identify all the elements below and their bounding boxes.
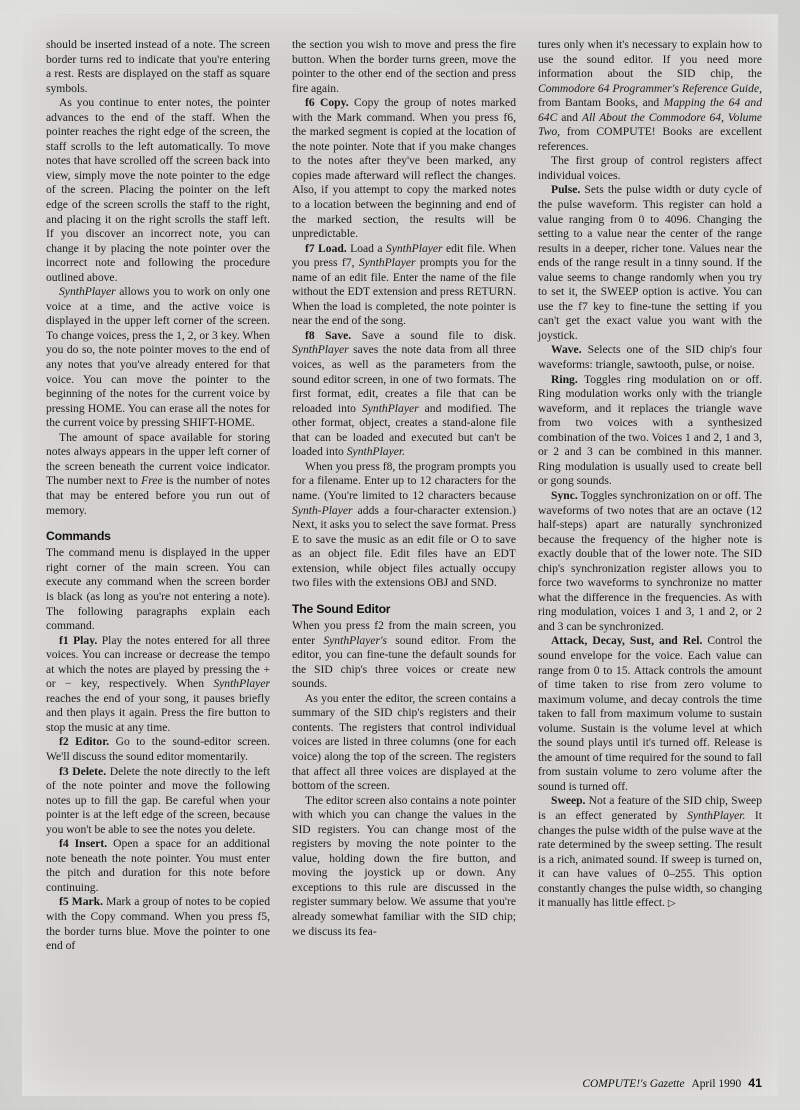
body-paragraph: When you press f2 from the main screen, you enter SynthPlayer's sound editor. From the editor, you can fine-tune the default sounds for the SID chip's three voices or create new sounds. [292, 619, 516, 691]
body-paragraph: Ring. Toggles ring modulation on or off. Ring modulation works only with the triangle waveform, and it replaces the triangle wave from two voices with a synthesized combination of the two. Voices 1 and 2, 1 and 3, or 2 and 3 can be combined in this manner. Ring modulation is usually used to create bell or gong sounds. [538, 372, 763, 488]
body-paragraph: When you press f8, the program prompts you for a filename. Enter up to 12 characters for the name. (You're limited to 12 characters because Synth-Player adds a four-character extension.) Next, it asks you to select the save format. Press E to save the music as an edit file or O to save as an object file. Edit files have an EDT extension, while object files actually occupy two files with the extensions OBJ and SND. [292, 459, 516, 590]
column-2 [292, 38, 516, 939]
body-paragraph: the section you wish to move and press the fire button. When the border turns green, move the pointer to the other end of the section and press fire again. [292, 38, 516, 95]
body-paragraph: SynthPlayer allows you to work on only one voice at a time, and the active voice is displayed in the upper left corner of the screen. To change voices, press the 1, 2, or 3 key. When you do so, the note pointer moves to the end of any notes that you've already entered for that voice. You can move the pointer to the beginning of the notes for the current voice by pressing HOME. You can erase all the notes for the current voice by pressing SHIFT-HOME. [46, 285, 270, 430]
body-paragraph: The first group of control registers affect individual voices. [538, 154, 762, 182]
page-number: 41 [748, 1076, 762, 1090]
body-paragraph: f3 Delete. Delete the note directly to the left of the note pointer and move the following notes up to fill the gap. Be careful when your pointer is at the left edge of the screen, because you won't be able to see the notes you delete. [46, 764, 270, 836]
issue-date: April 1990 [691, 1078, 742, 1090]
body-paragraph: f5 Mark. Mark a group of notes to be copied with the Copy command. When you press f5, the border turns blue. Move the pointer to one end of [46, 895, 270, 953]
body-paragraph: As you enter the editor, the screen contains a summary of the SID chip's registers and their contents. The registers that control individual voices are listed in three columns (one for each voice) along the top of the screen. The registers that affect all three voices are displayed at the bottom of the screen. [292, 691, 516, 793]
column-3 [538, 38, 762, 911]
body-paragraph: The editor screen also contains a note pointer with which you can change the values in the SID registers. You can change most of the registers by moving the note pointer to the value, holding down the fire button, and moving the joystick up or down. Any exceptions to this rule are discussed in the register summary below. We assume that you're already somewhat familiar with the SID chip; we discuss its fea- [292, 793, 516, 938]
body-paragraph: The amount of space available for storing notes always appears in the upper left corner of the screen beneath the current voice indicator. The number next to Free is the number of notes that may be entered before you run out of memory. [46, 430, 271, 517]
body-paragraph: Sync. Toggles synchronization on or off. The waveforms of two notes that are an octave (12 half-steps) apart are naturally synchronized because the frequency of the higher note is exactly double that of the lower note. The SID chip's synchronization register allows you to force two waveforms to synchronize no matter what the difference in the frequencies. As with ring modulation, voices 1 and 3, 1 and 2, or 2 and 3 can be synchronized. [538, 488, 762, 633]
body-paragraph: f1 Play. Play the notes entered for all three voices. You can increase or decrease the tempo at which the notes are played by pressing the + or − key, respectively. When SynthPlayer reaches the end of your song, it pauses briefly and then plays it again. Press the fire button to stop the music at any time. [46, 633, 270, 734]
body-paragraph: f6 Copy. Copy the group of notes marked with the Mark command. When you press f6, the marked segment is copied at the location of the note pointer. Note that if you make changes to the notes after they've been marked, any copies made afterward will reflect the changes. Also, if you attempt to copy the marked notes to a location between the beginning and end of the marked section, the results will be unpredictable. [292, 96, 517, 241]
body-paragraph: Sweep. Not a feature of the SID chip, Sweep is an effect generated by SynthPlayer. It changes the pulse width of the pulse wave at the rate determined by the sweep setting. The result is a rich, animated sound. If sweep is turned on, it can have values of 0–255. This option constantly changes the pulse width, so changing it manually has little effect. ▷ [538, 794, 762, 910]
body-paragraph: f7 Load. Load a SynthPlayer edit file. When you press f7, SynthPlayer prompts you for the name of an edit file. Enter the name of the file without the EDT extension and press RETURN. When the load is completed, the note pointer is near the end of the song. [292, 241, 516, 328]
body-paragraph: As you continue to enter notes, the pointer advances to the end of the staff. When the pointer reaches the right edge of the screen, the staff scrolls to the left automatically. To move notes that have scrolled off the screen back into view, simply move the note pointer to the edge of the screen. Placing the pointer on the left edge of the screen scrolls the staff to the right, and placing it on the right scrolls the staff left. If you discover an incorrect note, you can change it by placing the note pointer over the incorrect note and following the procedure outlined above. [46, 96, 270, 284]
column-1 [46, 38, 270, 954]
page-footer [46, 1076, 762, 1090]
body-paragraph: f8 Save. Save a sound file to disk. SynthPlayer saves the note data from all three voices, as well as the parameters from the sound editor screen, in one of two formats. The first format, edit, creates a file that can be reloaded into SynthPlayer and modified. The other format, object, creates a stand-alone file that can be loaded and executed but can't be loaded into SynthPlayer. [292, 328, 516, 459]
body-paragraph: Attack, Decay, Sust, and Rel. Control the sound envelope for the voice. Each value can range from 0 to 15. Attack controls the amount of time taken to rise from zero volume to maximum volume, and decay controls the time taken to fall from maximum volume to sustain volume. Sustain is the volume level at which the sound plays until it's turned off. Release is the amount of time required for the sound to fall from sustain volume to zero volume after the sound is turned off. [538, 634, 762, 793]
article-columns [46, 38, 762, 1058]
body-paragraph: Pulse. Sets the pulse width or duty cycle of the pulse waveform. This register can hold a value ranging from 0 to 4096. Changing the setting to a value near the center of the range results in a deeper, richer tone. Values near the ends of the range result in a tinny sound. If the value seems to change randomly when you try to set it, the SWEEP option is active. You can use the f7 key to fine-tune the setting if you can't get the exact value you want with the joystick. [538, 183, 762, 342]
section-heading: The Sound Editor [292, 601, 391, 616]
section-heading: Commands [46, 529, 111, 544]
body-paragraph: should be inserted instead of a note. The screen border turns red to indicate that you're entering a rest. Rests are displayed on the staff as square symbols. [46, 38, 270, 95]
body-paragraph: Wave. Selects one of the SID chip's four waveforms: triangle, sawtooth, pulse, or noise. [538, 343, 762, 372]
magazine-name: COMPUTE!'s Gazette [582, 1078, 685, 1090]
body-paragraph: f4 Insert. Open a space for an additional note beneath the note pointer. You must enter the pitch and duration for this note before continuing. [46, 837, 270, 894]
body-paragraph: f2 Editor. Go to the sound-editor screen. We'll discuss the sound editor momentarily. [46, 735, 270, 764]
body-paragraph: The command menu is displayed in the upper right corner of the main screen. You can execute any command when the screen border is black (as long as you're not entering a note). The following paragraphs explain each command. [46, 546, 270, 633]
body-paragraph: tures only when it's necessary to explain how to use the sound editor. If you need more information about the SID chip, the Commodore 64 Programmer's Reference Guide, from Bantam Books, and Mapping the 64 and 64C and All About the Commodore 64, Volume Two, from COMPUTE! Books are excellent references. [538, 38, 762, 153]
